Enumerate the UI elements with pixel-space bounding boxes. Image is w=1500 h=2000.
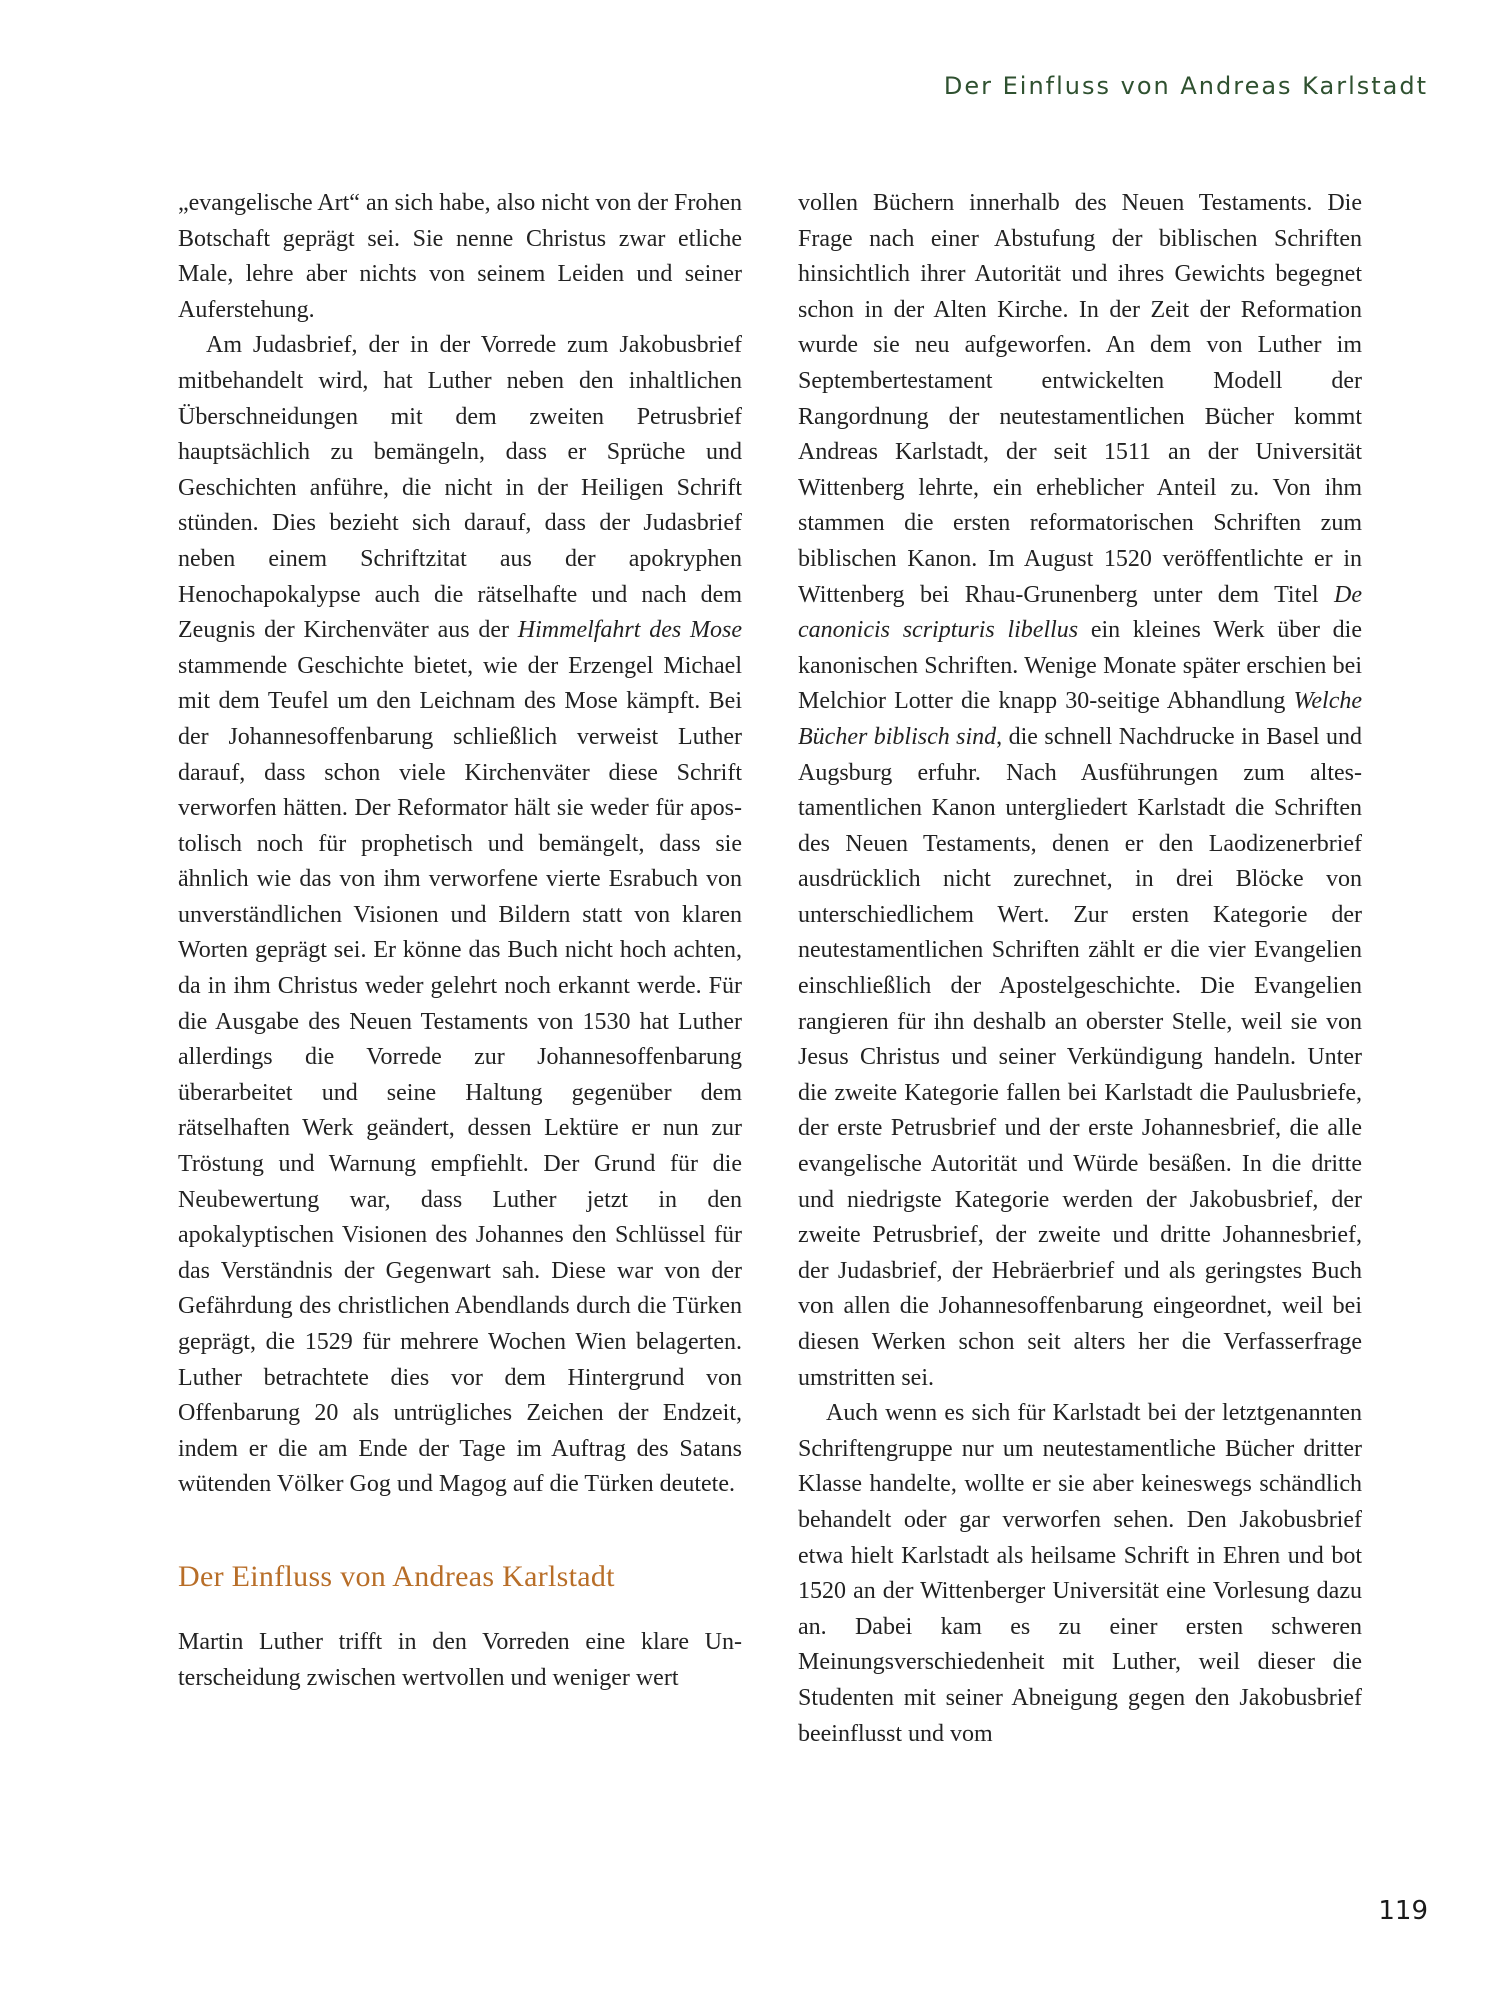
paragraph: Auch wenn es sich für Karlstadt bei der letztgenannten Schriftengruppe nur um neutestamentliche Bücher dritter Klasse handelte, wollte er sie aber keineswegs schändlich behandelt oder gar verworfen sehen. Den Jakobusbrief etwa hielt Karlstadt als heilsame Schrift in Ehren und bot 1520 an der Wittenberger Universität eine Vorlesung dazu an. Dabei kam es zu einer ersten schweren Meinungsverschiedenheit mit Luther, weil dieser die Studenten mit seiner Abneigung gegen den Jakobusbrief beeinflusst und vom: [798, 1400, 1362, 1747]
text-run: stammende Geschichte bietet, wie der Erzengel Michael mit dem Teufel um den Leichnam des Mose kämpft. Bei der Johannesoffenbarung schließlich verweist Luther darauf, dass schon viele Kirchenväter diese Schrift verworfen hätten. Der Reformator hält sie weder für apostolisch noch für prophetisch und bemängelt, dass sie ähnlich wie das von ihm verworfene vierte Esrabuch von unverständlichen Visionen und Bildern statt von klaren Worten geprägt sei. Er könne das Buch nicht hoch achten, da in ihm Christus weder gelehrt noch erkannt werde. Für die Ausgabe des Neuen Testaments von 1530 hat Luther allerdings die Vorrede zur Johannesoffenbarung überarbeitet und seine Haltung gegenüber dem rätselhaften Werk geändert, dessen Lektüre er nun zur Tröstung und Warnung empfiehlt. Der Grund für die Neubewertung war, dass Luther jetzt in den apokalyptischen Visionen des Johannes den Schlüssel für das Verständnis der Gegenwart sah. Diese war von der Gefährdung des christlichen Abendlands durch die Türken geprägt, die 1529 für mehrere Wochen Wien belagerten. Luther betrachtete dies vor dem Hintergrund von Offenbarung 20 als untrügliches Zeichen der Endzeit, indem er die am Ende der Tage im Auftrag des Satans wütenden Völker Gog und Magog auf die Türken deutete.: [178, 652, 742, 1498]
right-column: [798, 186, 1362, 1752]
text-run: ein kleines Werk über die kanonischen Schriften. Wenige Monate später erschien bei Melchior Lotter die knapp 30-seitige Abhandlung: [798, 617, 1362, 715]
paragraph: [178, 328, 742, 1503]
text-run: vollen Büchern innerhalb des Neuen Testaments. Die Frage nach einer Abstufung der biblischen Schriften hinsichtlich ihrer Autorität und ihres Gewichts begegnet schon in der Alten Kirche. In der Zeit der Reformation wurde sie neu aufgeworfen. An dem von Luther im Septembertestament entwickelten Modell der Rangordnung der neutestamentlichen Bücher kommt Andreas Karlstadt, der seit 1511 an der Universität Wittenberg lehrte, ein erheblicher Anteil zu. Von ihm stammen die ersten reformatorischen Schriften zum biblischen Kanon. Im August 1520 veröffentlichte er in Wittenberg bei Rhau-Grunenberg unter dem Titel: [798, 190, 1362, 608]
italic-title: Welche Bücher biblisch sind: [798, 688, 1362, 750]
running-header: Der Einfluss von Andreas Karlstadt: [943, 72, 1428, 100]
italic-title: De canonicis scripturis libellus: [798, 581, 1362, 644]
paragraph: [798, 186, 1362, 1396]
left-column: [178, 186, 742, 1696]
section-heading: Der Einfluss von Andreas Karlstadt: [178, 1559, 615, 1593]
paragraph: „evangelische Art“ an sich habe, also nicht von der Frohen Botschaft geprägt sei. Sie nenne Christus zwar etliche Male, lehre aber nichts von seinem Leiden und seiner Auferstehung.: [178, 190, 742, 323]
paragraph: Martin Luther trifft in den Vorreden eine klare Unterscheidung zwischen wertvollen und weniger wert: [178, 1628, 742, 1691]
text-run: Am Judasbrief, der in der Vorrede zum Jakobusbrief mitbehandelt wird, hat Luther neben den inhaltlichen Überschneidungen mit dem zweiten Petrusbrief hauptsächlich zu bemängeln, dass er Sprüche und Geschichten anführe, die nicht in der Heiligen Schrift stünden. Dies bezieht sich darauf, dass der Judasbrief neben einem Schriftzitat aus der apokryphen Henochapokalypse auch die rätselhafte und nach dem Zeugnis der Kirchenväter aus der: [178, 332, 742, 644]
italic-title: Himmelfahrt des Mose: [517, 617, 742, 644]
page-number: 119: [1378, 1896, 1428, 1926]
text-run: , die schnell Nachdrucke in Basel und Augsburg erfuhr. Nach Ausführungen zum altestamentlichen Kanon untergliedert Karlstadt die Schriften des Neuen Testaments, denen er den Laodizenerbrief ausdrücklich nicht zurechnet, in drei Blöcke von unterschiedlichem Wert. Zur ersten Kategorie der neutestamentlichen Schriften zählt er die vier Evangelien einschließlich der Apostelgeschichte. Die Evangelien rangieren für ihn deshalb an oberster Stelle, weil sie von Jesus Christus und seiner Verkündigung handeln. Unter die zweite Kategorie fallen bei Karlstadt die Paulusbriefe, der erste Petrusbrief und der erste Johannesbrief, die alle evangelische Autorität und Würde besäßen. In die dritte und niedrigste Kategorie werden der Jakobusbrief, der zweite Petrusbrief, der zweite und dritte Johannesbrief, der Judasbrief, der Hebräerbrief und als geringstes Buch von allen die Johannesoffenbarung eingeordnet, weil bei diesen Werken schon seit alters her die Verfasserfrage umstritten sei.: [798, 723, 1362, 1391]
